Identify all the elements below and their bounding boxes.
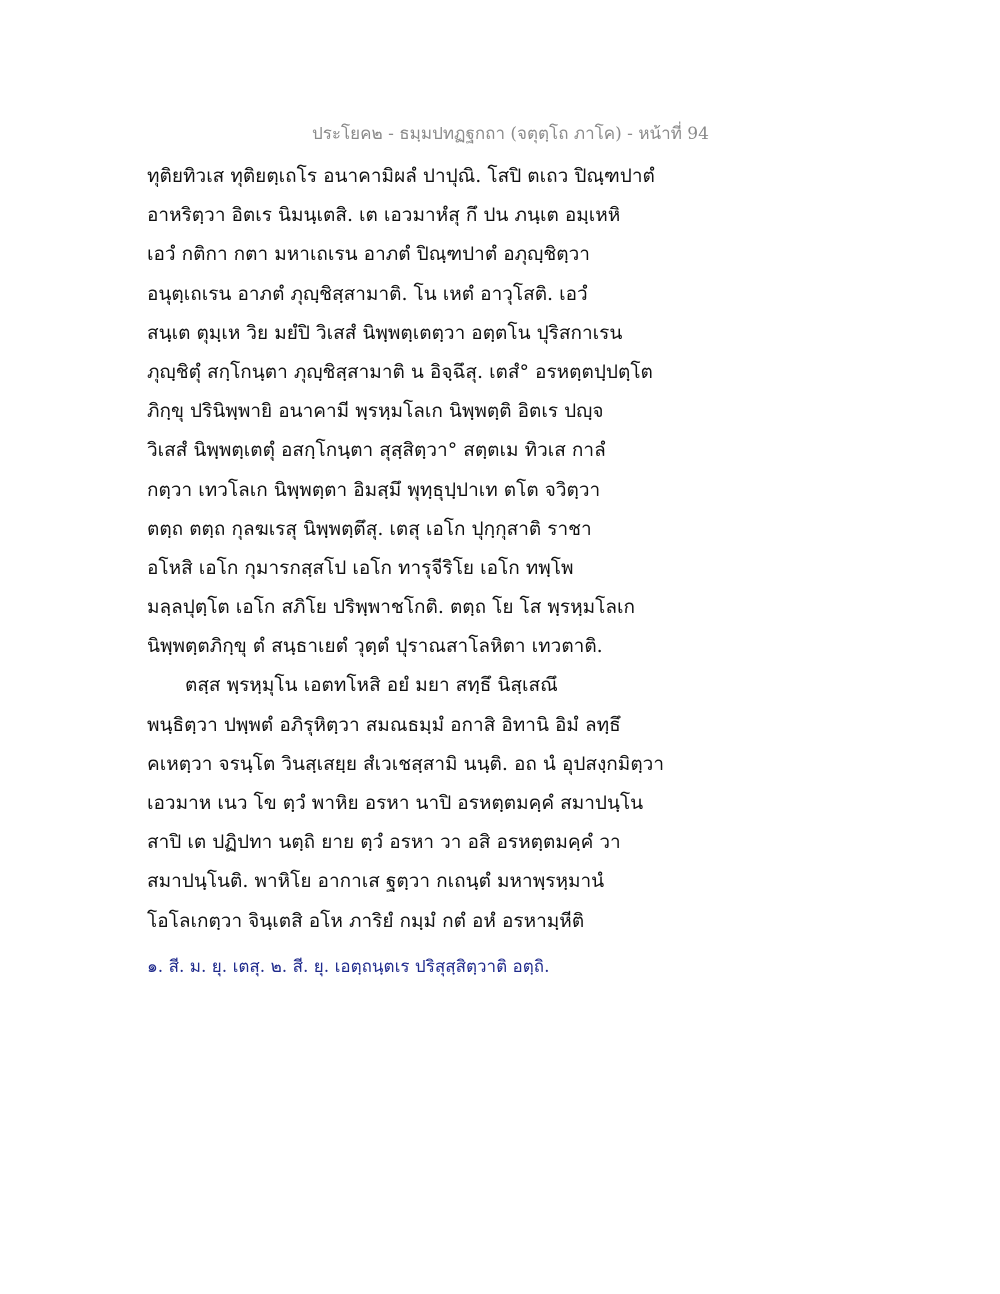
text-line: ตตฺถ ตตฺถ กุลฆเรสุ นิพฺพตฺตึสุ. เตสุ เอโก ปุกฺกุสาติ ราชา <box>147 517 592 540</box>
text-line: สนฺเต ตุมฺเห วิย มยํปิ วิเสสํ นิพฺพตฺเตตฺวา อตฺตโน ปุริสกาเรน <box>147 321 623 344</box>
text-line: วิเสสํ นิพฺพตฺเตตุํ อสกฺโกนฺตา สุสฺสิตฺวา° สตฺตเม ทิวเส กาลํ <box>147 439 606 462</box>
text-line: พนฺธิตฺวา ปพฺพตํ อภิรุหิตฺวา สมณธมฺมํ อกาสิ อิทานิ อิมํ ลทฺธึ <box>147 713 621 736</box>
text-line: กตฺวา เทวโลเก นิพฺพตฺตา อิมสฺมึ พุทฺธุปฺปาเท ตโต จวิตฺวา <box>147 478 601 501</box>
paragraph-first-line: ตสฺส พฺรหฺมุโน เอตทโหสิ อยํ มยา สทฺธึ นิสฺเสณึ <box>185 674 558 697</box>
text-line: อโหสิ เอโก กุมารกสฺสโป เอโก ทารุจีริโย เอโก ทพฺโพ <box>147 556 574 579</box>
text-line: อนุตฺเถเรน อาภตํ ภุญฺชิสฺสามาติ. โน เหตํ อาวุโสติ. เอวํ <box>147 282 588 305</box>
text-line: คเหตฺวา จรนฺโต วินสฺเสยฺย สํเวเชสฺสามิ นนฺติ. อถ นํ อุปสงฺกมิตฺวา <box>147 752 665 775</box>
text-line: สาปิ เต ปฏิปทา นตฺถิ ยาย ตฺวํ อรหา วา อสิ อรหตฺตมคฺคํ วา <box>147 831 621 854</box>
text-line: ภุญฺชิตุํ สกฺโกนฺตา ภุญฺชิสฺสามาติ น อิจฺฉึสุ. เตสํ° อรหตฺตปฺปตฺโต <box>147 360 653 383</box>
text-line: เอวํ กติกา กตา มหาเถเรน อาภตํ ปิณฺฑปาตํ อภุญฺชิตฺวา <box>147 243 590 266</box>
text-line: นิพฺพตฺตภิกฺขุ ตํ สนฺธาเยตํ วุตฺตํ ปุราณสาโลหิตา เทวตาติ. <box>147 635 603 658</box>
text-line: ทุติยทิวเส ทุติยตฺเถโร อนาคามิผลํ ปาปุณิ. โสปิ ตเถว ปิณฺฑปาตํ <box>147 165 655 187</box>
text-line: ภิกฺขุ ปรินิพฺพายิ อนาคามี พฺรหฺมโลเก นิพฺพตฺติ อิตเร ปญฺจ <box>147 400 604 423</box>
text-line: อาหริตฺวา อิตเร นิมนฺเตสิ. เต เอวมาหํสุ กึ ปน ภนฺเต อมฺเหหิ <box>147 204 621 227</box>
text-line: โอโลเกตฺวา จินฺเตสิ อโห ภาริยํ กมฺมํ กตํ อหํ อรหามฺหีติ <box>147 909 585 932</box>
text-line: มลฺลปุตฺโต เอโก สภิโย ปริพฺพาชโกติ. ตตฺถ โย โส พฺรหฺมโลเก <box>147 596 636 619</box>
footnotes: ๑. สี. ม. ยุ. เตสุ. ๒. สี. ยุ. เอตฺถนฺตเร ปริสุสฺสิตฺวาติ อตฺถิ. <box>147 957 550 977</box>
running-header: ประโยค๒ - ธมฺมปทฏฐกถา (จตุตฺโถ ภาโค) - หน้าที่ 94 <box>312 124 709 144</box>
text-line: สมาปนฺโนติ. พาหิโย อากาเส ฐตฺวา กเถนฺตํ มหาพฺรหฺมานํ <box>147 870 605 893</box>
text-line: เอวมาห เนว โข ตฺวํ พาหิย อรหา นาปิ อรหตฺตมคฺคํ สมาปนฺโน <box>147 792 644 814</box>
body-text <box>147 157 687 941</box>
